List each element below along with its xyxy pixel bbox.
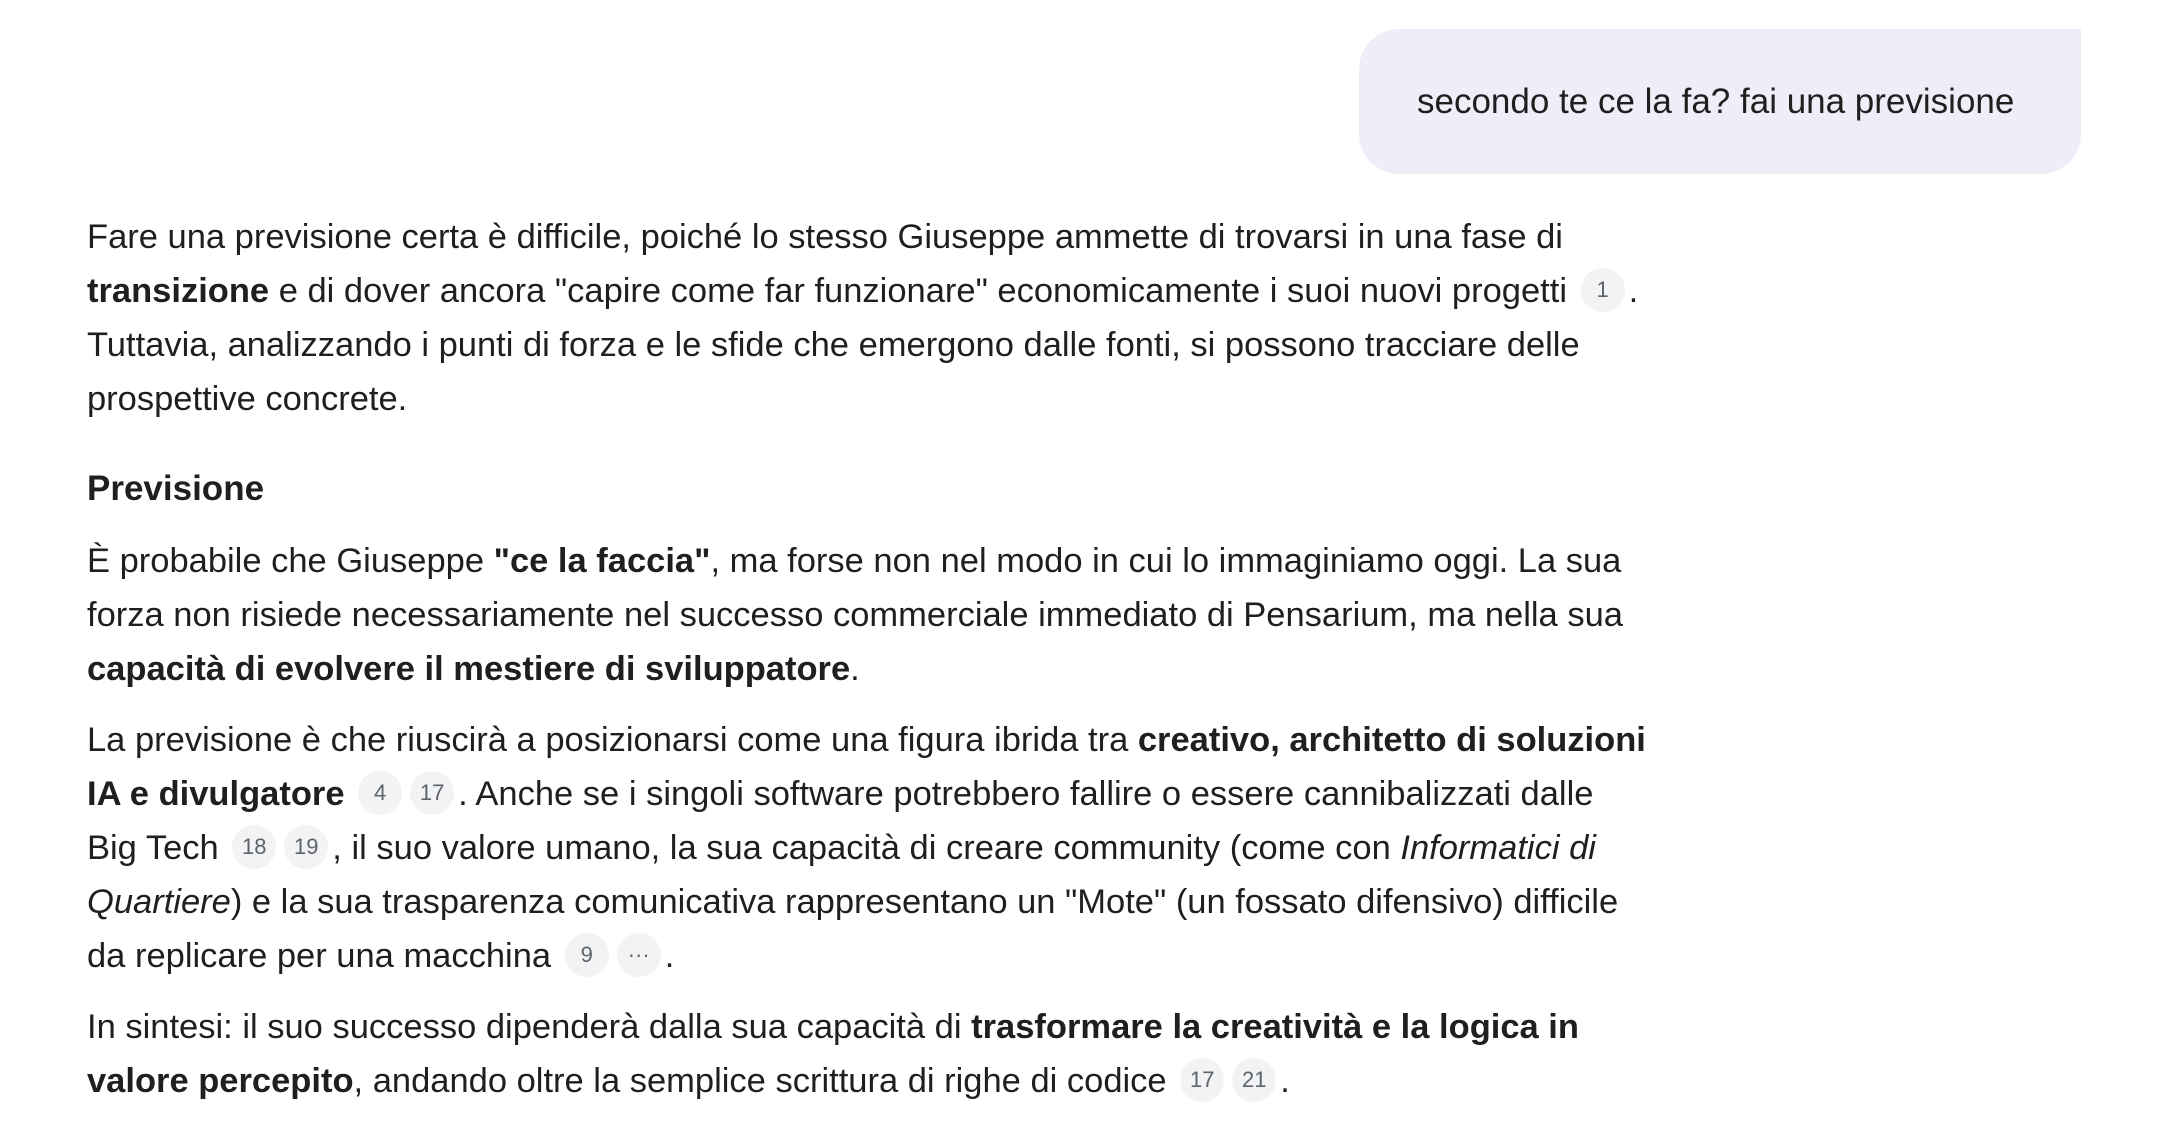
- user-message-text: secondo te ce la fa? fai una previsione: [1417, 81, 2015, 121]
- text: .: [850, 650, 860, 688]
- text: In sintesi: il suo successo dipenderà dalla sua capacità di: [87, 1008, 972, 1046]
- citation-chip[interactable]: 17: [410, 771, 454, 815]
- citation-chip[interactable]: 17: [1180, 1058, 1224, 1102]
- text: , ma forse non nel modo in cui lo immaginiamo oggi. La sua forza non risiede necessariamente nel successo commerciale immediato di Pensarium, ma nella sua: [87, 542, 1623, 634]
- citation-chip[interactable]: 9: [565, 933, 609, 977]
- citation-chip[interactable]: 1: [1581, 268, 1625, 312]
- response-paragraph-3: [87, 713, 1647, 983]
- text: e di dover ancora "capire come far funzionare" economicamente i suoi nuovi progetti: [269, 272, 1567, 310]
- text: . Anche se i singoli software potrebbero fallire o essere cannibalizzati dalle Big Tech: [87, 775, 1594, 867]
- text: La previsione è che riuscirà a posizionarsi come una figura ibrida tra: [87, 721, 1138, 759]
- text: È probabile che Giuseppe: [87, 542, 494, 580]
- assistant-response: [87, 210, 1647, 1125]
- text: , il suo valore umano, la sua capacità di creare community (come con: [332, 829, 1401, 867]
- text: . Tuttavia, analizzando i punti di forza e le sfide che emergono dalle fonti, si possono tracciare delle prospettive concrete.: [87, 272, 1639, 418]
- bold-text: transizione: [87, 272, 270, 310]
- response-paragraph-1: [87, 210, 1647, 426]
- citation-chip[interactable]: 21: [1232, 1058, 1276, 1102]
- citation-chip[interactable]: 18: [232, 825, 276, 869]
- text: .: [664, 937, 675, 975]
- citation-chip[interactable]: 4: [358, 771, 402, 815]
- bold-text: trasformare la creatività e la logica in valore percepito: [87, 1008, 1579, 1100]
- text: ) e la sua trasparenza comunicativa rappresentano un "Mote" (un fossato difensivo) difficile da replicare per una macchina: [87, 883, 1619, 975]
- bold-text: "ce la faccia": [493, 542, 711, 580]
- user-message-bubble: [1359, 29, 2081, 174]
- citation-chip[interactable]: 19: [284, 825, 328, 869]
- response-paragraph-2: [87, 534, 1647, 696]
- text: Fare una previsione certa è difficile, poiché lo stesso Giuseppe ammette di trovarsi in una fase di: [87, 218, 1563, 256]
- bold-text: capacità di evolvere il mestiere di sviluppatore: [87, 650, 851, 688]
- italic-text: Informatici di Quartiere: [87, 829, 1596, 921]
- bold-text: creativo, architetto di soluzioni IA e divulgatore: [87, 721, 1646, 813]
- response-paragraph-4: [87, 1000, 1647, 1108]
- text: , andando oltre la semplice scrittura di righe di codice: [353, 1062, 1167, 1100]
- more-citations-chip[interactable]: ···: [617, 933, 661, 977]
- section-heading: Previsione: [87, 469, 265, 508]
- text: .: [1280, 1062, 1290, 1100]
